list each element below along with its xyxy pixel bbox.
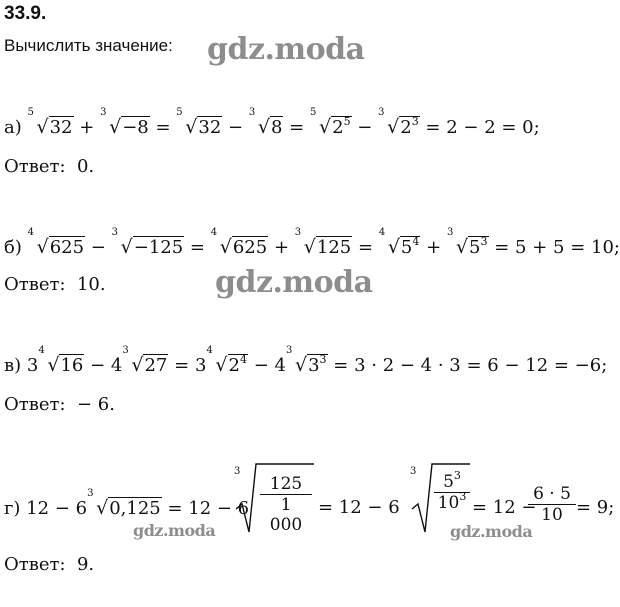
radical: 4 √16 — [38, 345, 84, 376]
radical: 3 √−125 — [111, 227, 184, 258]
watermark: gdz.moda — [133, 521, 216, 540]
radical-large: 3 $\frac{5^3}{10^3}$ — [410, 462, 470, 538]
radical: 3 $√3^3$ — [285, 345, 327, 376]
radical: 3 $√5^3$ — [446, 227, 488, 258]
part-letter: г) — [4, 498, 21, 519]
part-letter: б) — [4, 237, 22, 258]
watermark: gdz.moda — [207, 32, 365, 67]
radical: 4 $√2^4$ — [206, 345, 247, 376]
radical: 3 √125 — [294, 227, 352, 258]
answer-a — [4, 156, 94, 177]
answer-value: 0. — [76, 156, 95, 177]
answer-label: Ответ: — [4, 394, 66, 415]
problem-number: 33.9. — [4, 3, 47, 24]
fraction: $\frac{125}{1 000}$ — [260, 474, 312, 535]
radical: 3 √27 — [122, 345, 168, 376]
answer-value: − 6. — [76, 394, 115, 415]
answer-label: Ответ: — [4, 554, 66, 575]
answer-label: Ответ: — [4, 274, 66, 295]
radical: 3 $√2^3$ — [378, 107, 419, 138]
radical: 5 √32 — [27, 107, 73, 138]
part-letter: в) — [4, 355, 22, 376]
radical: 4 √625 — [210, 227, 268, 258]
watermark: gdz.moda — [215, 265, 373, 300]
answer-value: 9. — [76, 554, 95, 575]
radical: 3 √8 — [248, 107, 283, 138]
radical: 5 $√2^5$ — [310, 107, 351, 138]
result: = 2 − 2 = 0; — [425, 117, 540, 138]
answer-d — [4, 554, 94, 575]
part-letter: а) — [4, 117, 22, 138]
watermark: gdz.moda — [450, 522, 533, 541]
equation-b: б) 4 √625 − 3 √−125 = 4 √625 + 3 √125 = 4 $√5^4$ + 3 $√5^3 = 5 + 5 = 10$; — [4, 227, 620, 258]
radical: 4 $√5^4$ — [378, 227, 420, 258]
equation-a: а) 5 √32 + 3 √−8 = 5 √32 − 3 √8 = 5 $√2^5$ − 3 $√2^3 = 2 - 2 = 0$; — [4, 107, 540, 138]
answer-b — [4, 274, 106, 295]
result: = 9; — [576, 497, 615, 518]
radical: 3 √−8 — [100, 107, 149, 138]
fraction: $\frac{5^3}{10^3}$ — [434, 472, 470, 513]
radical: 5 √32 — [176, 107, 222, 138]
instruction-text: Вычислить значение: — [4, 36, 173, 55]
radical-large: 3 $\frac{125}{1 000}$ — [234, 462, 314, 538]
answer-c — [4, 394, 115, 415]
radical: 3 √0,125 — [87, 488, 161, 519]
equation-c: в) 3 4 √16 − 4 3 √27 = 3 4 $√2^4 - 4$ 3 $√3^3 = 3 \cdot 2 - 4 \cdot 3 = 6 - 12 = -6$; — [4, 345, 608, 376]
fraction: $\frac{6 \cdot 5}{10}$ — [528, 484, 576, 525]
result: = 5 + 5 = 10; — [494, 237, 620, 258]
result: = 3 · 2 − 4 · 3 = 6 − 12 = −6; — [333, 355, 608, 376]
radical: 4 √625 — [27, 227, 85, 258]
answer-label: Ответ: — [4, 156, 66, 177]
answer-value: 10. — [76, 274, 106, 295]
